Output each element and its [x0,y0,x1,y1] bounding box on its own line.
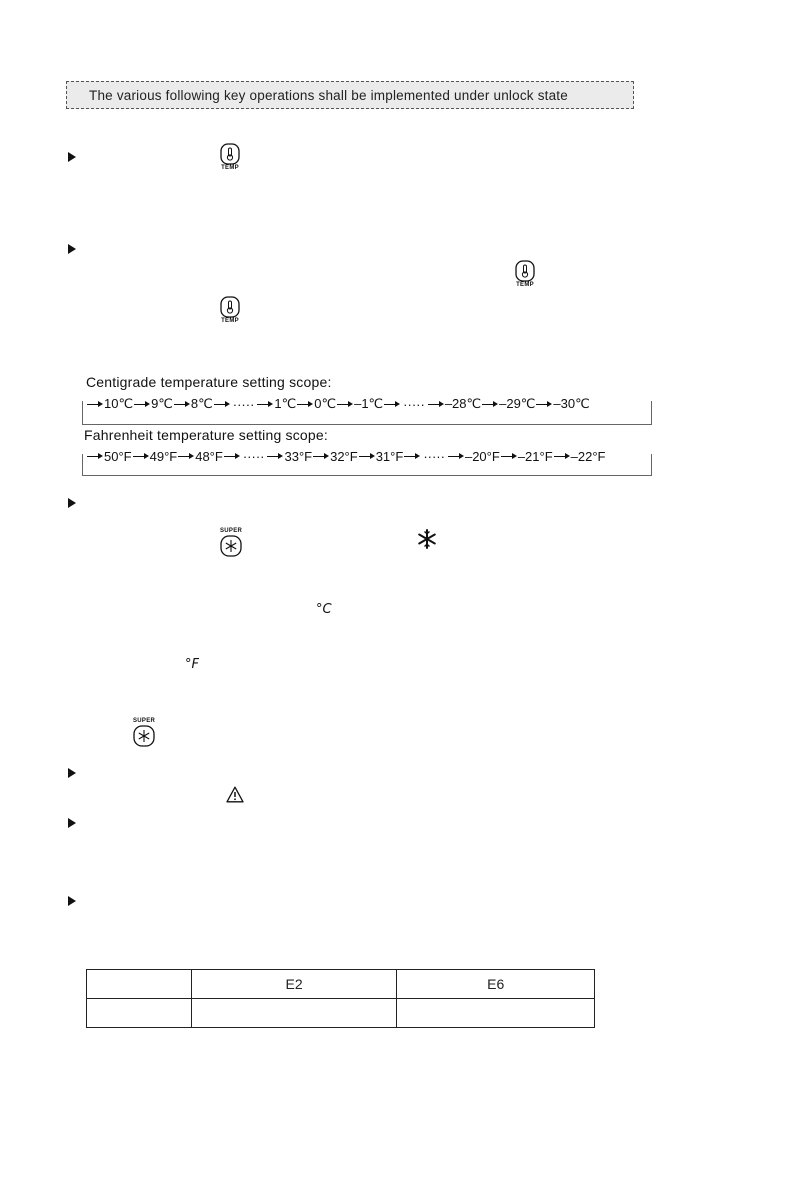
scope-step: –20°F [464,449,500,464]
flow-arrow [257,400,273,409]
celsius-indicator: °C [316,602,332,617]
bullet-marker [68,498,76,508]
scope-step: ····· [423,449,445,464]
flow-arrow [174,400,190,409]
bullet-marker [68,244,76,254]
temp-key-icon [515,260,535,289]
table-cell [87,999,192,1028]
table-cell [397,999,595,1028]
scope-step: 48°F [195,449,223,464]
flow-arrow [337,400,353,409]
fahrenheit-indicator: °F [185,657,199,672]
bullet-marker [68,152,76,162]
table-cell-e6: E6 [397,970,595,999]
scope-step: 8℃ [190,396,213,411]
scope-step: 10℃ [104,396,134,411]
flow-arrow [267,452,283,461]
table-row [87,999,595,1028]
bullet-marker [68,818,76,828]
scope-step: –28℃ [444,396,482,411]
bullet-marker [68,768,76,778]
alarm-warning-icon [226,786,244,808]
scope-step: –21°F [517,449,553,464]
scope-step: 9℃ [151,396,173,411]
temp-key-icon [220,296,240,325]
scope-step: –30℃ [553,396,590,411]
centigrade-scope-sequence [86,396,590,412]
table-cell [191,999,397,1028]
scope-step: 33°F [284,449,313,464]
scope-step: –22°F [570,449,606,464]
flow-arrow [224,452,240,461]
scope-step: 32°F [330,449,358,464]
fahrenheit-scope-sequence [86,449,606,464]
super-key-caption: SUPER [133,718,156,724]
scope-step: 49°F [149,449,178,464]
flow-arrow [384,400,400,409]
scope-step: 0℃ [314,396,337,411]
flow-arrow [134,400,150,409]
flow-arrow [501,452,517,461]
unlock-notice-text: The various following key operations shall be implemented under unlock state [89,87,568,103]
fahrenheit-scope-title: Fahrenheit temperature setting scope: [84,427,328,443]
temp-key-caption: TEMP [221,165,239,171]
flow-arrow [428,400,444,409]
super-key-caption: SUPER [220,528,243,534]
flow-arrow [554,452,570,461]
flow-arrow [87,400,103,409]
flow-arrow [178,452,194,461]
flow-arrow [214,400,230,409]
temp-key-caption: TEMP [516,282,534,288]
flow-arrow [359,452,375,461]
scope-step: ····· [242,449,265,464]
flow-arrow [536,400,552,409]
table-row [87,970,595,999]
flow-arrow [133,452,149,461]
error-code-table [86,969,595,1028]
bullet-marker [68,896,76,906]
flow-arrow [87,452,103,461]
unlock-notice-banner [66,81,634,109]
flow-arrow [404,452,420,461]
scope-step: ····· [403,396,425,412]
scope-step: 1℃ [274,396,297,411]
scope-step: ····· [232,396,255,412]
scope-step: 31°F [375,449,404,464]
flow-arrow [297,400,313,409]
flow-arrow [448,452,464,461]
super-key-icon [220,528,242,557]
temp-key-caption: TEMP [221,318,239,324]
snowflake-icon [417,529,437,554]
centigrade-scope-title: Centigrade temperature setting scope: [86,374,332,390]
scope-step: –29℃ [499,396,536,411]
table-cell [87,970,192,999]
flow-arrow [482,400,498,409]
table-cell-e2: E2 [191,970,397,999]
temp-key-icon [220,143,240,172]
scope-step: 50°F [104,449,132,464]
flow-arrow [313,452,329,461]
super-key-icon [133,718,155,747]
scope-step: –1℃ [354,396,384,411]
